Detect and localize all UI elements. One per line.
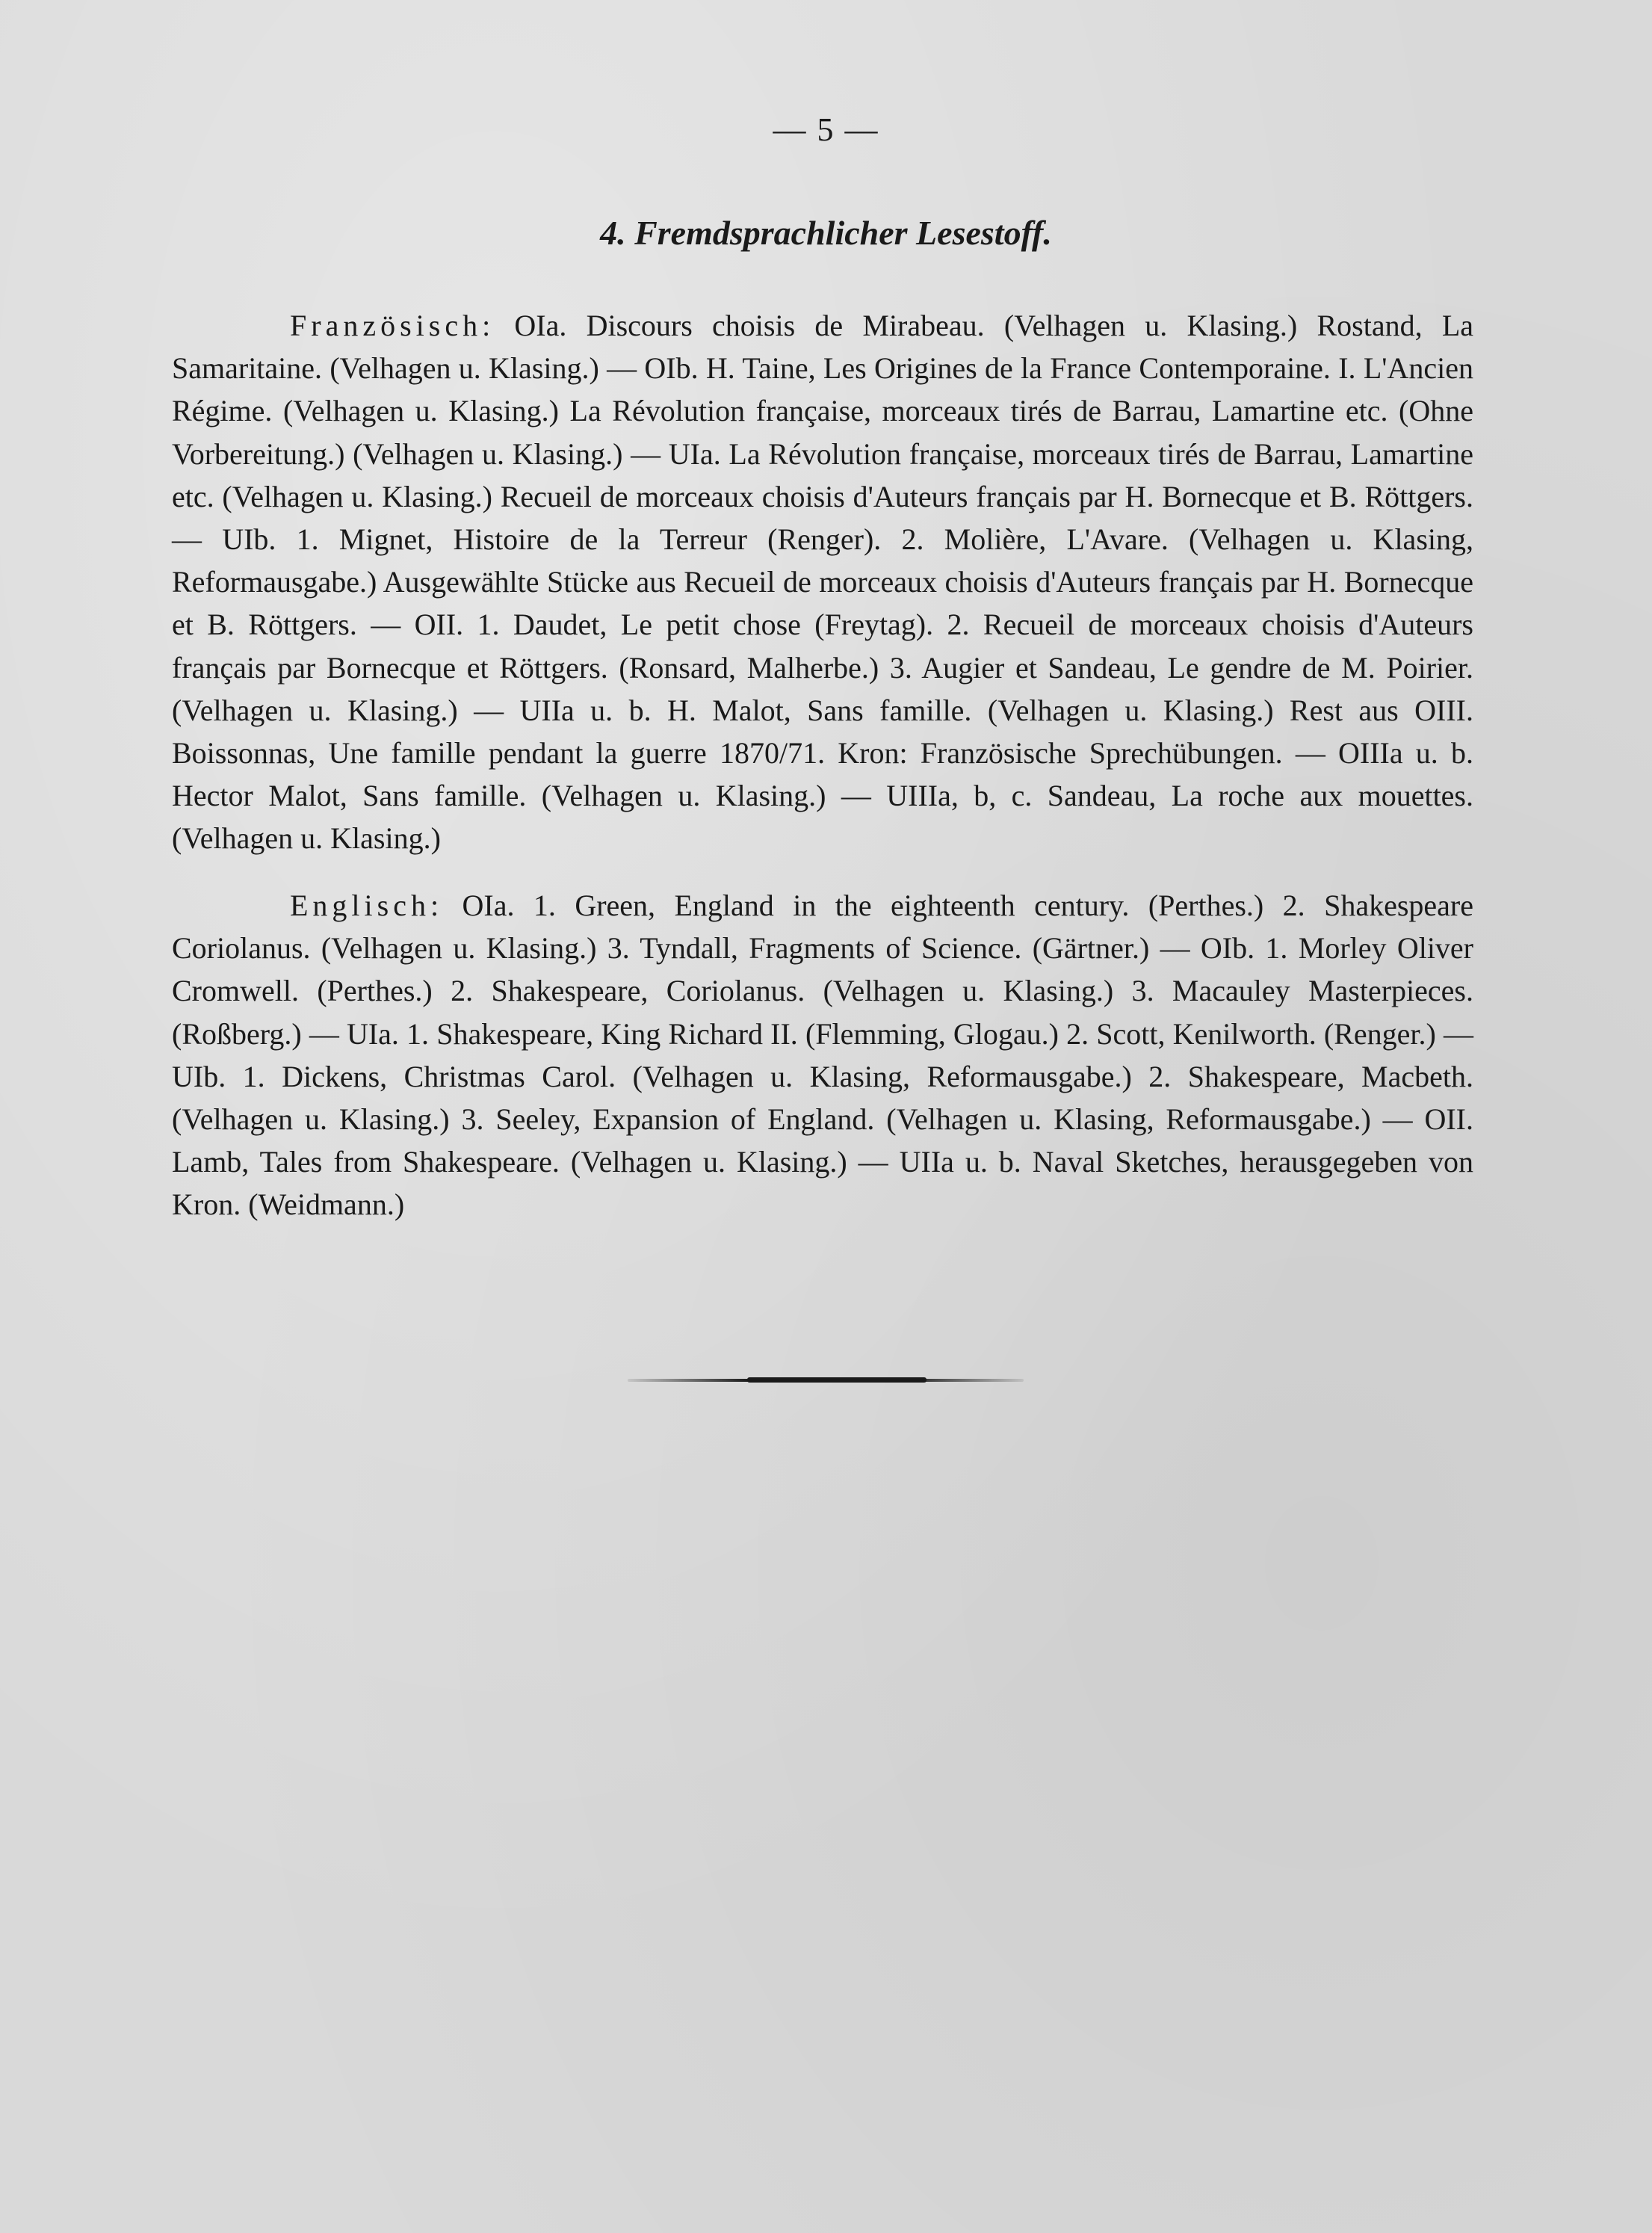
english-label: Englisch:	[290, 889, 444, 922]
closing-rule-center	[747, 1377, 926, 1383]
french-label: Französisch:	[290, 309, 495, 342]
english-body: OIa. 1. Green, England in the eighteenth century. (Perthes.) 2. Shakespeare Coriolanus. (Velhagen u. Klasing.) 3. Tyndall, Fragments of Science. (Gärtner.) — OIb. 1. Morley Oliver Cromwell. (Perthes.) 2. Shakespeare, Coriolanus. (Velhagen u. Klasing.) 3. Macauley Masterpieces. (Roßberg.) — UIa. 1. Shakespeare, King Richard II. (Flemming, Glogau.) 2. Scott, Kenilworth. (Renger.) — UIb. 1. Dickens, Christmas Carol. (Velhagen u. Klasing, Reformausgabe.) 2. Shakespeare, Macbeth. (Velhagen u. Klasing.) 3. Seeley, Expansion of England. (Velhagen u. Klasing, Reformausgabe.) — OII. Lamb, Tales from Shakespeare. (Velhagen u. Klasing.) — UIIa u. b. Naval Sketches, herausgegeben von Kron. (Weidmann.)	[172, 889, 1474, 1222]
paragraph-english	[172, 884, 1473, 1226]
section-heading: 4. Fremdsprachlicher Lesestoff.	[600, 214, 1052, 252]
french-body: OIa. Discours choisis de Mirabeau. (Velhagen u. Klasing.) Rostand, La Samaritaine. (Velhagen u. Klasing.) — OIb. H. Taine, Les Origines de la France Contemporaine. I. L'Ancien Régime. (Velhagen u. Klasing.) La Révolution française, morceaux tirés de Barrau, Lamartine etc. (Ohne Vorbereitung.) (Velhagen u. Klasing.) — UIa. La Révolution française, morceaux tirés de Barrau, Lamartine etc. (Velhagen u. Klasing.) Recueil de morceaux choisis d'Auteurs français par H. Bornecque et B. Röttgers. — UIb. 1. Mignet, Histoire de la Terreur (Renger). 2. Molière, L'Avare. (Velhagen u. Klasing, Reformausgabe.) Ausgewählte Stücke aus Recueil de morceaux choisis d'Auteurs français par H. Bornecque et B. Röttgers. — OII. 1. Daudet, Le petit chose (Freytag). 2. Recueil de morceaux choisis d'Auteurs français par Bornecque et Röttgers. (Ronsard, Malherbe.) 3. Augier et Sandeau, Le gendre de M. Poirier. (Velhagen u. Klasing.) — UIIa u. b. H. Malot, Sans famille. (Velhagen u. Klasing.) Rest aus OIII. Boissonnas, Une famille pendant la guerre 1870/71. Kron: Französische Sprechübungen. — OIIIa u. b. Hector Malot, Sans famille. (Velhagen u. Klasing.) — UIIIa, b, c. Sandeau, La roche aux mouettes. (Velhagen u. Klasing.)	[172, 309, 1474, 856]
paragraph-french	[172, 304, 1473, 860]
page-number: — 5 —	[773, 111, 879, 148]
